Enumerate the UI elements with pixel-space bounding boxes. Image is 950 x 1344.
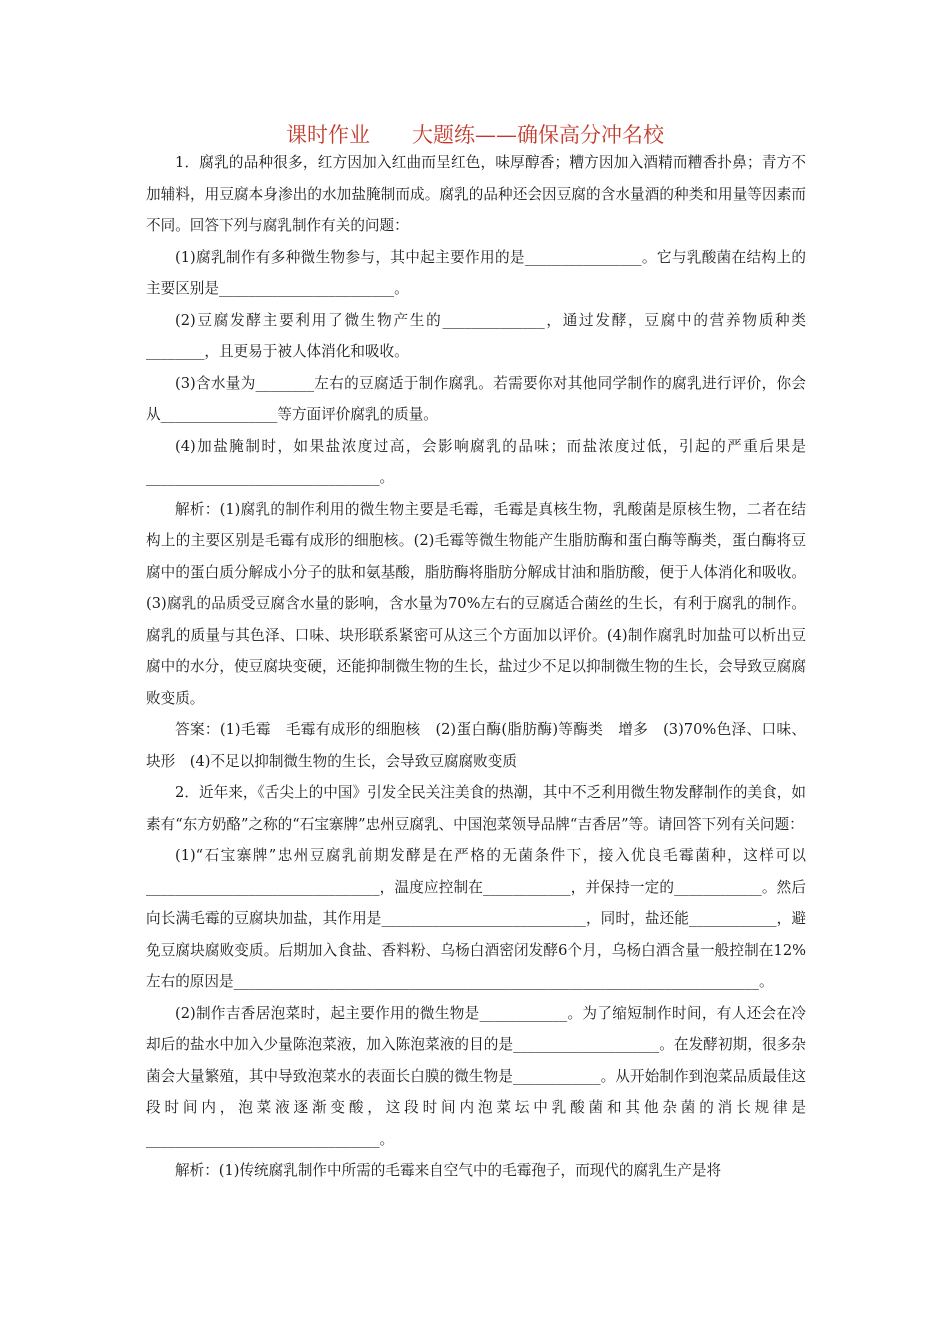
- page-title: 课时作业 大题练——确保高分冲名校: [286, 123, 664, 147]
- question-2-stem: 2．近年来，《舌尖上的中国》引发全民关注美食的热潮，其中不乏利用微生物发酵制作的美食，如素有“东方奶酪”之称的“石宝寨牌”忠州豆腐乳、中国泡菜领导品牌“吉香居”等。请回答下列有关问题：: [146, 784, 806, 833]
- question-1-part-3: (3)含水量为________左右的豆腐适于制作腐乳。若需要你对其他同学制作的腐乳进行评价，你会从________________等方面评价腐乳的质量。: [146, 374, 806, 423]
- question-1-analysis: 解析：(1)腐乳的制作利用的微生物主要是毛霉，毛霉是真核生物，乳酸菌是原核生物，二者在结构上的主要区别是毛霉有成形的细胞核。(2)毛霉等微生物能产生脂肪酶和蛋白酶等酶类，蛋白酶将豆腐中的蛋白质分解成小分子的肽和氨基酸，脂肪酶将脂肪分解成甘油和脂肪酸，便于人体消化和吸收。(3)腐乳的品质受豆腐含水量的影响，含水量为70%左右的豆腐适合菌丝的生长，有利于腐乳的制作。腐乳的质量与其色泽、口味、块形联系紧密可从这三个方面加以评价。(4)制作腐乳时加盐可以析出豆腐中的水分，使豆腐块变硬，还能抑制微生物的生长，盐过少不足以抑制微生物的生长，会导致豆腐腐败变质。: [146, 500, 806, 707]
- question-1-stem: 1．腐乳的品种很多，红方因加入红曲而呈红色，味厚醇香；糟方因加入酒精而糟香扑鼻；青方不加辅料，用豆腐本身渗出的水加盐腌制而成。腐乳的品种还会因豆腐的含水量酒的种类和用量等因素而不同。回答下列与腐乳制作有关的问题：: [146, 154, 806, 234]
- question-1-part-1: (1)腐乳制作有多种微生物参与，其中起主要作用的是________________。它与乳酸菌在结构上的主要区别是________________________。: [146, 248, 806, 297]
- question-1-part-2: (2)豆腐发酵主要利用了微生物产生的______________，通过发酵，豆腐中的营养物质种类________，且更易于被人体消化和吸收。: [146, 311, 806, 360]
- document-body: [146, 147, 806, 1187]
- question-1-part-4: (4)加盐腌制时，如果盐浓度过高，会影响腐乳的品味；而盐浓度过低，引起的严重后果是________________________________。: [146, 437, 806, 486]
- question-1-answer: 答案：(1)毛霉 毛霉有成形的细胞核 (2)蛋白酶(脂肪酶)等酶类 增多 (3)70%色泽、口味、块形 (4)不足以抑制微生物的生长，会导致豆腐腐败变质: [146, 721, 806, 770]
- question-2-part-2: (2)制作吉香居泡菜时，起主要作用的微生物是____________。为了缩短制作时间，有人还会在冷却后的盐水中加入少量陈泡菜液，加入陈泡菜液的目的是____________________。在发酵初期，很多杂菌会大量繁殖，其中导致泡菜水的表面长白膜的微生物是____________。从开始制作到泡菜品质最佳这段时间内，泡菜液逐渐变酸，这段时间内泡菜坛中乳酸菌和其他杂菌的消长规律是________________________________。: [146, 1004, 806, 1148]
- question-2-analysis: 解析：(1)传统腐乳制作中所需的毛霉来自空气中的毛霉孢子，而现代的腐乳生产是将: [175, 1162, 722, 1179]
- question-2-part-1: (1)“石宝寨牌”忠州豆腐乳前期发酵是在严格的无菌条件下，接入优良毛霉菌种，这样可以________________________________，温度应控制在____________，并保持一定的____________。然后向长满毛霉的豆腐块加盐，其作用是____________________________，同时，盐还能____________，避免豆腐块腐败变质。后期加入食盐、香料粉、乌杨白酒密闭发酵6个月，乌杨白酒含量一般控制在12%左右的原因是________________________________________________________________________。: [146, 847, 806, 990]
